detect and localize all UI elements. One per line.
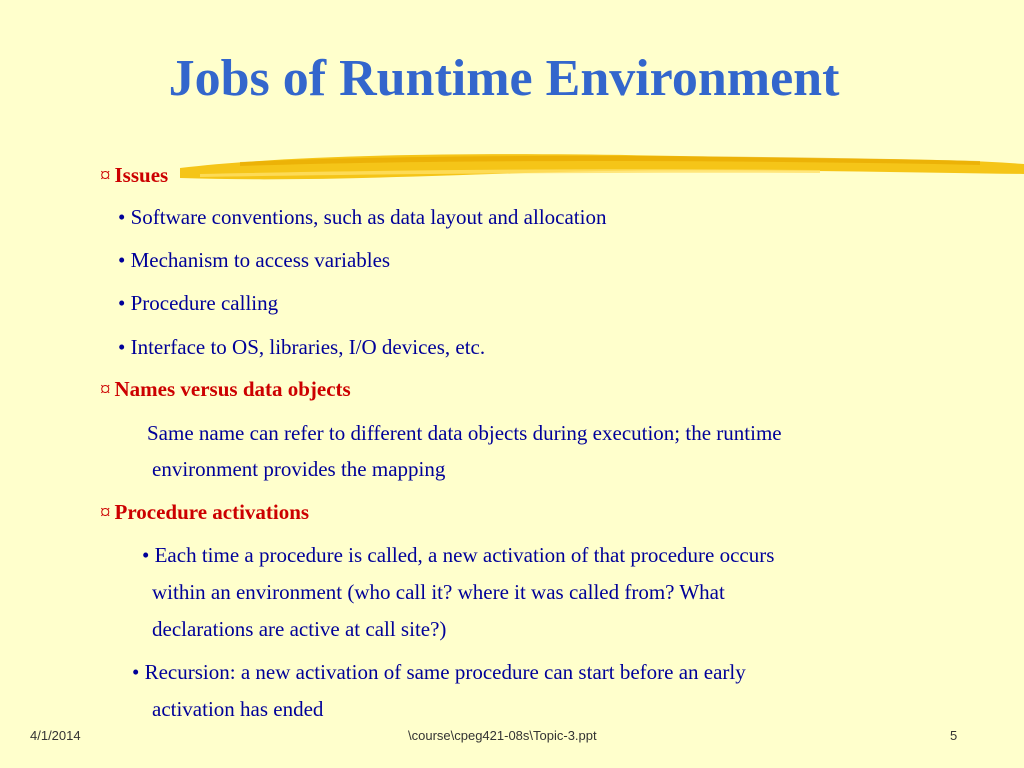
bullet-icon: • (118, 335, 126, 359)
slide-title: Jobs of Runtime Environment (168, 50, 840, 107)
list-item-continuation: activation has ended (152, 697, 324, 721)
footer-page-number: 5 (950, 728, 958, 743)
list-item-text: Mechanism to access variables (130, 248, 391, 272)
section-marker-icon: ¤ (100, 377, 111, 401)
bullet-icon: • (142, 543, 150, 567)
section-heading-issues (100, 163, 168, 187)
section-heading-text: Names versus data objects (114, 377, 351, 401)
bullet-icon: • (118, 205, 126, 229)
list-item-text: Procedure calling (130, 291, 279, 315)
bullet-icon: • (132, 660, 140, 684)
list-item-text: Interface to OS, libraries, I/O devices, etc. (130, 335, 486, 359)
list-item (118, 248, 390, 272)
section-heading-activations (100, 500, 309, 524)
section-marker-icon: ¤ (100, 500, 111, 524)
list-item (118, 335, 485, 359)
bullet-icon: • (118, 291, 126, 315)
section-heading-text: Procedure activations (114, 500, 310, 524)
section-marker-icon: ¤ (100, 163, 111, 187)
list-item-continuation: within an environment (who call it? where it was called from? What (152, 580, 725, 604)
section-heading-text: Issues (114, 163, 169, 187)
paragraph-line: environment provides the mapping (152, 457, 446, 481)
footer-date: 4/1/2014 (30, 728, 81, 743)
list-item-text: Recursion: a new activation of same procedure can start before an early (144, 660, 746, 684)
list-item-continuation: declarations are active at call site?) (152, 617, 447, 641)
section-heading-names (100, 377, 351, 401)
list-item-text: Each time a procedure is called, a new activation of that procedure occurs (154, 543, 775, 567)
list-item (142, 543, 774, 567)
bullet-icon: • (118, 248, 126, 272)
list-item-text: Software conventions, such as data layout and allocation (130, 205, 607, 229)
paragraph-line: Same name can refer to different data objects during execution; the runtime (147, 421, 782, 445)
footer-file-path: \course\cpeg421-08s\Topic-3.ppt (408, 728, 597, 743)
list-item (118, 205, 606, 229)
decorative-brush-stroke (180, 148, 1024, 184)
list-item (118, 291, 278, 315)
list-item (132, 660, 746, 684)
